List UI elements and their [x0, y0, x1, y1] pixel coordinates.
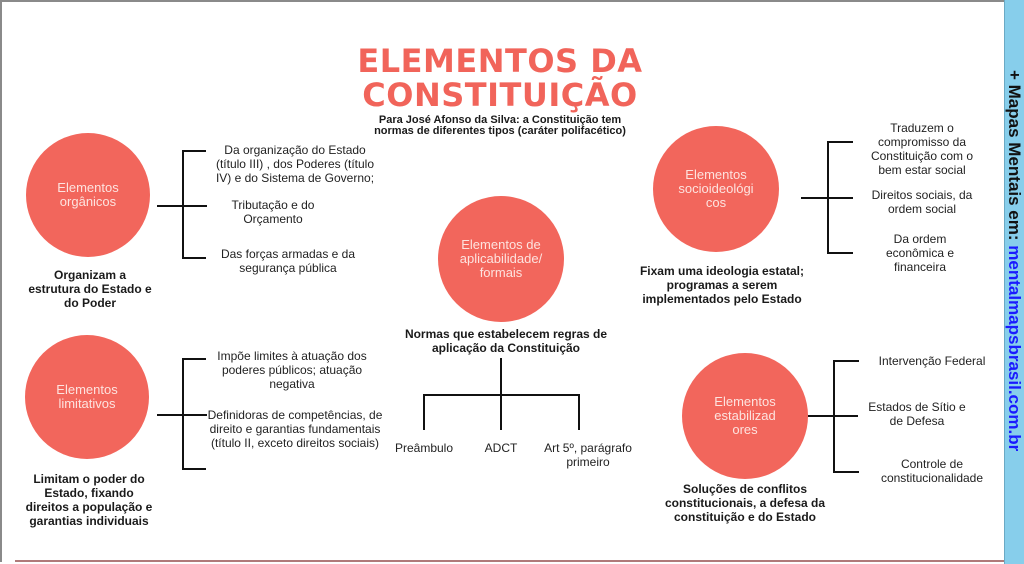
caption-aplicabilidade: Normas que estabelecem regras de aplicação da Constituição [404, 327, 608, 355]
item-socioideologicos-2: Direitos sociais, da ordem social [871, 188, 973, 216]
node-label-line: Elementos de [461, 237, 541, 252]
connector [182, 358, 184, 470]
item-aplicabilidade-3: Art 5º, parágrafo primeiro [544, 441, 632, 469]
node-label-line: ores [732, 422, 758, 437]
node-estabilizadores [682, 353, 808, 479]
item-socioideologicos-3: Da ordem econômica e financeira [885, 232, 955, 274]
sidebar-prefix: + Mapas Mentais em: [1005, 70, 1024, 246]
item-organicos-3: Das forças armadas e da segurança pública [220, 247, 356, 275]
caption-organicos: Organizam a estrutura do Estado e do Poder [28, 268, 152, 310]
connector [182, 358, 206, 360]
node-label-line: Elementos [57, 180, 119, 195]
subtitle: Para José Afonso da Silva: a Constituição tem normas de diferentes tipos (caráter polifacético) [374, 114, 626, 137]
item-estabilizadores-3: Controle de constitucionalidade [880, 457, 984, 485]
node-organicos [26, 133, 150, 257]
title-line-1: ELEMENTOS DA [357, 42, 643, 80]
item-organicos-2: Tributação e do Orçamento [231, 198, 315, 226]
node-label-line: formais [479, 265, 523, 280]
bottom-divider [15, 560, 1004, 562]
caption-limitativos: Limitam o poder do Estado, fixando direitos a população e garantias individuais [25, 472, 153, 528]
item-estabilizadores-2: Estados de Sítio e de Defesa [868, 400, 966, 428]
item-estabilizadores-1: Intervenção Federal [878, 354, 986, 368]
connector [578, 394, 580, 430]
title-line-2: CONSTITUIÇÃO [362, 76, 638, 114]
sidebar-text [1004, 70, 1024, 451]
caption-estabilizadores: Soluções de conflitos constitucionais, a defesa da constituição e do Estado [664, 482, 826, 524]
item-organicos-1: Da organização do Estado (título III) , dos Poderes (título IV) e do Sistema de Governo; [215, 143, 375, 185]
node-label-line: estabilizad [714, 408, 776, 423]
item-aplicabilidade-1: Preâmbulo [394, 441, 454, 455]
item-limitativos-2: Definidoras de competências, de direito e garantias fundamentais (título II, exceto direitos sociais) [207, 408, 383, 450]
node-label-line: limitativos [58, 396, 116, 411]
node-label-line: Elementos [685, 167, 747, 182]
sidebar-link[interactable]: mentalmapsbrasil.com.br [1005, 245, 1024, 452]
connector [182, 257, 206, 259]
page-title [330, 44, 670, 112]
connector [827, 141, 829, 254]
node-label-line: cos [705, 195, 727, 210]
connector [833, 471, 859, 473]
item-limitativos-1: Impõe limites à atuação dos poderes públicos; atuação negativa [217, 349, 367, 391]
connector [423, 394, 580, 396]
connector [833, 360, 859, 362]
node-limitativos [25, 335, 149, 459]
connector [833, 360, 835, 473]
connector [423, 394, 425, 430]
node-aplicabilidade [438, 196, 564, 322]
connector [182, 468, 206, 470]
connector [182, 150, 184, 259]
caption-socioideologicos: Fixam uma ideologia estatal; programas a serem implementados pelo Estado [639, 264, 805, 306]
node-label-line: aplicabilidade/ [459, 251, 543, 266]
item-socioideologicos-1: Traduzem o compromisso da Constituição com o bem estar social [870, 121, 974, 177]
node-label-line: Elementos [56, 382, 118, 397]
connector [827, 252, 853, 254]
item-aplicabilidade-2: ADCT [484, 441, 518, 455]
connector [827, 141, 853, 143]
node-label-line: Elementos [714, 394, 776, 409]
connector [182, 150, 206, 152]
node-label-line: orgânicos [59, 194, 117, 209]
node-socioideologicos [653, 126, 779, 252]
node-label-line: socioideológi [678, 181, 754, 196]
